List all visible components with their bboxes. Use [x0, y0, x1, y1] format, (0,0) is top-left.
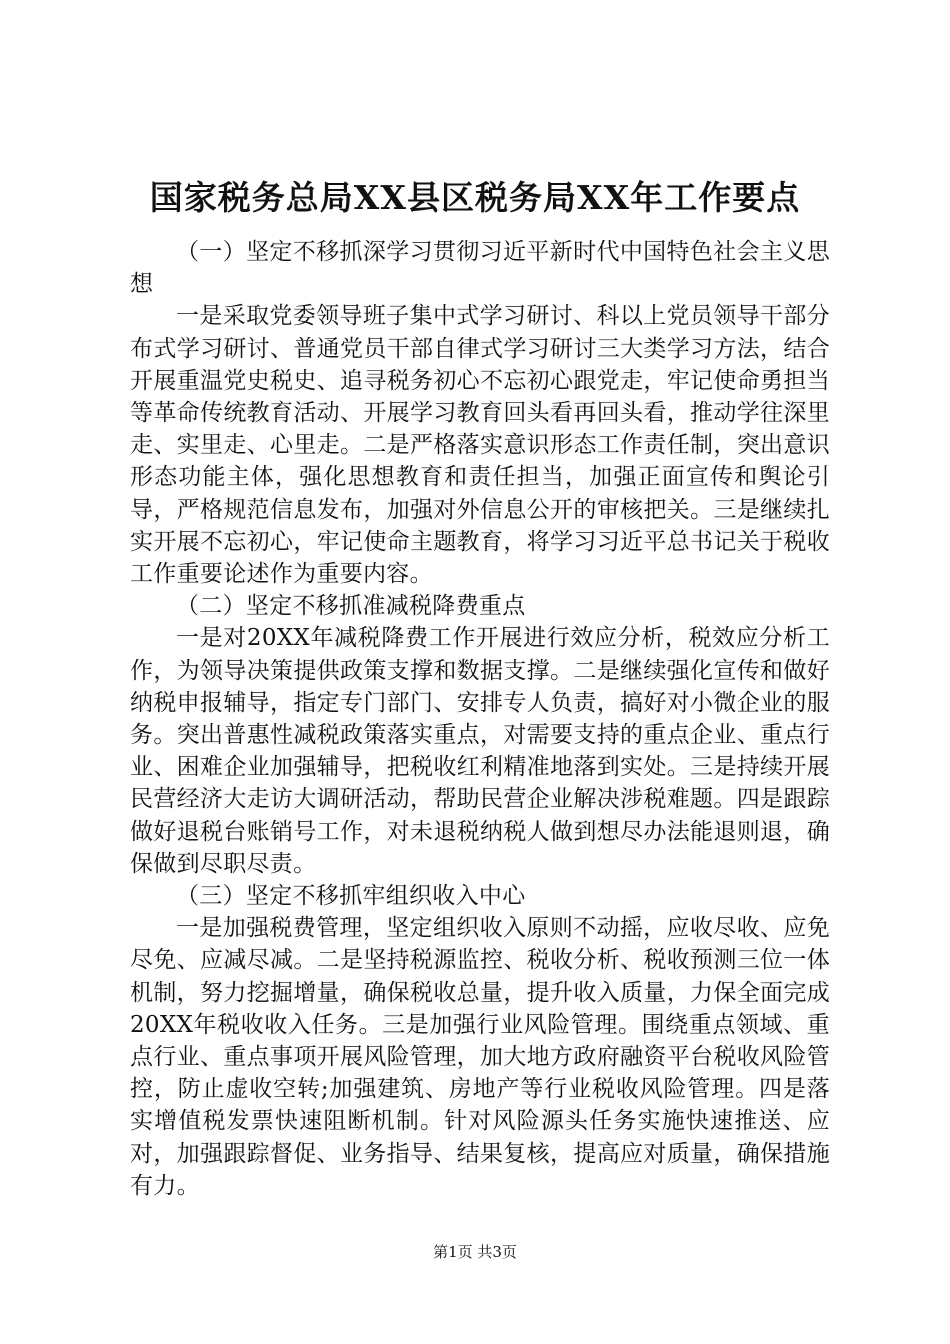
section-heading-2: （二）坚定不移抓准减税降费重点 [176, 593, 526, 620]
section-paragraph-1: 一是采取党委领导班子集中式学习研讨、科以上党员领导干部分布式学习研讨、普通党员干部自律式学习研讨三大类学习方法，结合开展重温党史税史、追寻税务初心不忘初心跟党走，牢记使命勇担当等革命传统教育活动、开展学习教育回头看再回头看，推动学往深里走、实里走、心里走。二是严格落实意识形态工作责任制，突出意识形态功能主体，强化思想教育和责任担当，加强正面宣传和舆论引导，严格规范信息发布，加强对外信息公开的审核把关。三是继续扎实开展不忘初心，牢记使命主题教育，将学习习近平总书记关于税收工作重要论述作为重要内容。 [130, 303, 830, 588]
section-paragraph-3: 一是加强税费管理，坚定组织收入原则不动摇，应收尽收、应免尽免、应减尽减。二是坚持税源监控、税收分析、税收预测三位一体机制，努力挖掘增量，确保税收总量，提升收入质量，力保全面完成20XX年税收收入任务。三是加强行业风险管理。围绕重点领域、重点行业、重点事项开展风险管理，加大地方政府融资平台税收风险管控，防止虚收空转;加强建筑、房地产等行业税收风险管理。四是落实增值税发票快速阻断机制。针对风险源头任务实施快速推送、应对，加强跟踪督促、业务指导、结果复核，提高应对质量，确保措施有力。 [130, 915, 830, 1199]
section-paragraph-2: 一是对20XX年减税降费工作开展进行效应分析，税效应分析工作，为领导决策提供政策支撑和数据支撑。二是继续强化宣传和做好纳税申报辅导，指定专门部门、安排专人负责，搞好对小微企业的服务。突出普惠性减税政策落实重点，对需要支持的重点企业、重点行业、困难企业加强辅导，把税收红利精准地落到实处。三是持续开展民营经济大走访大调研活动，帮助民营企业解决涉税难题。四是跟踪做好退税台账销号工作，对未退税纳税人做到想尽办法能退则退，确保做到尽职尽责。 [130, 625, 830, 877]
page-title: 国家税务总局XX县区税务局XX年工作要点 [149, 178, 801, 217]
page-number-footer: 第1页 共3页 [433, 1243, 517, 1261]
section-heading-1: （一）坚定不移抓深学习贯彻习近平新时代中国特色社会主义思想 [130, 239, 830, 298]
document-body [130, 236, 830, 1202]
section-heading-3: （三）坚定不移抓牢组织收入中心 [176, 883, 526, 910]
